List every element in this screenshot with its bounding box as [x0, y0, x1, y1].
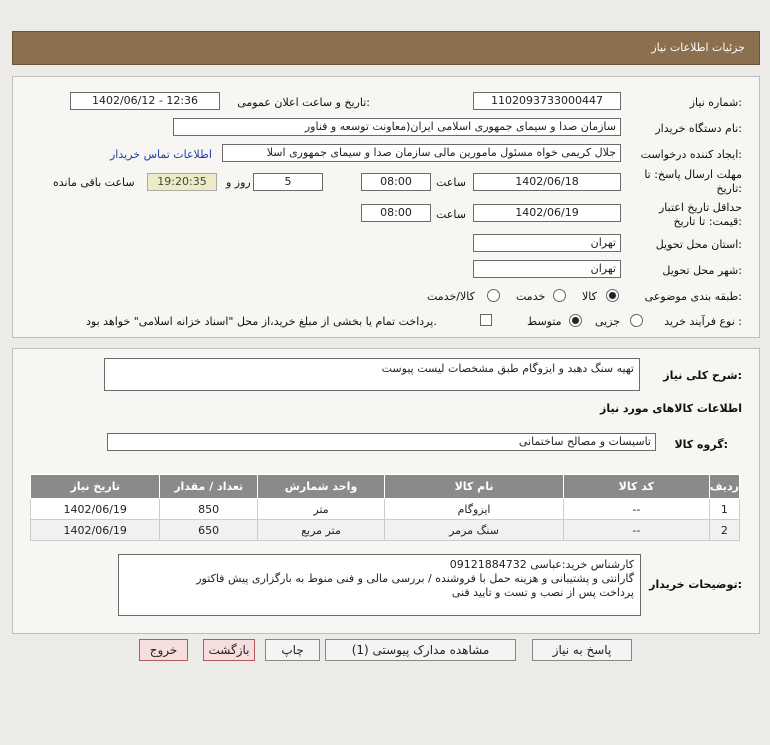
creator-field[interactable]: جلال کریمی خواه مسئول مامورین مالی سازمان صدا و سیمای جمهوری اسلا: [222, 144, 621, 162]
category-option-goods: کالا: [582, 290, 597, 303]
cell-row-number: 2: [709, 520, 739, 541]
need-number-field[interactable]: 1102093733000447: [473, 92, 621, 110]
process-radio-minor[interactable]: [630, 314, 643, 327]
goods-group-label: گروه کالا:: [674, 438, 728, 451]
province-field[interactable]: تهران: [473, 234, 621, 252]
validity-time-field[interactable]: 08:00: [361, 204, 431, 222]
process-option-minor: جزیی: [595, 315, 621, 328]
cell-quantity: 650: [160, 520, 257, 541]
validity-label-2: قیمت: تا تاریخ:: [673, 215, 742, 228]
description-field[interactable]: [104, 358, 640, 391]
buyer-notes-line-1: کارشناس خرید:عباسی 09121884732: [449, 558, 634, 571]
process-label: نوع فرآیند خرید :: [664, 315, 742, 328]
buyer-notes-line-2: گارانتی و پشتیبانی و هزینه حمل با فروشنده / بررسی مالی و فنی منوط به بارگزاری پیش فاکتور: [196, 572, 634, 585]
cell-need-date: 1402/06/19: [31, 499, 160, 520]
buyer-field[interactable]: سازمان صدا و سیمای جمهوری اسلامی ایران(معاونت توسعه و فناور: [173, 118, 621, 136]
exit-button[interactable]: خروج: [139, 639, 188, 661]
col-row-number: ردیف: [709, 475, 739, 499]
remaining-time-field: 19:20:35: [147, 173, 217, 191]
deadline-date-field[interactable]: 1402/06/18: [473, 173, 621, 191]
cell-quantity: 850: [160, 499, 257, 520]
page-header: [12, 31, 760, 65]
validity-label-1: حداقل تاریخ اعتبار: [658, 201, 742, 214]
cell-item-name: سنگ مرمر: [385, 520, 564, 541]
days-field[interactable]: 5: [253, 173, 323, 191]
validity-time-label: ساعت: [436, 208, 466, 221]
buyer-notes-line-3: پرداخت پس از نصب و تست و تایید فنی: [451, 586, 634, 599]
payment-checkbox[interactable]: [480, 314, 492, 326]
deadline-time-field[interactable]: 08:00: [361, 173, 431, 191]
deadline-label-1: مهلت ارسال پاسخ: تا: [644, 168, 742, 181]
city-label: شهر محل تحویل:: [662, 264, 742, 277]
col-unit: واحد شمارش: [257, 475, 384, 499]
category-label: طبقه بندی موضوعی:: [644, 290, 742, 303]
buyer-notes-label: توضیحات خریدار:: [649, 578, 742, 591]
process-option-medium: متوسط: [527, 315, 562, 328]
announce-label: تاریخ و ساعت اعلان عمومی:: [237, 96, 370, 109]
col-need-date: تاریخ نیاز: [31, 475, 160, 499]
back-button[interactable]: بازگشت: [203, 639, 255, 661]
page-title: جزئیات اطلاعات نیاز: [651, 41, 745, 54]
need-number-label: شماره نیاز:: [689, 96, 742, 109]
province-label: استان محل تحویل:: [655, 238, 742, 251]
category-radio-service[interactable]: [553, 289, 566, 302]
cell-unit: متر: [257, 499, 384, 520]
cell-need-date: 1402/06/19: [31, 520, 160, 541]
remaining-label: ساعت باقی مانده: [53, 176, 135, 189]
category-radio-goods[interactable]: [606, 289, 619, 302]
description-label: شرح کلی نیاز:: [663, 369, 742, 382]
col-quantity: تعداد / مقدار: [160, 475, 257, 499]
buyer-label: نام دستگاه خریدار:: [655, 122, 742, 135]
process-radio-medium[interactable]: [569, 314, 582, 327]
category-option-both: کالا/خدمت: [427, 290, 475, 303]
payment-note: پرداخت تمام یا بخشی از مبلغ خرید،از محل "اسناد خزانه اسلامی" خواهد بود.: [86, 315, 437, 328]
cell-row-number: 1: [709, 499, 739, 520]
table-header-row: [31, 475, 740, 499]
cell-item-code: --: [563, 499, 709, 520]
city-field[interactable]: تهران: [473, 260, 621, 278]
goods-table: [30, 474, 740, 541]
days-label: روز و: [226, 176, 251, 189]
description-text: تهیه سنگ دهبد و ایزوگام طبق مشخصات لیست پیوست: [381, 362, 634, 375]
announce-field[interactable]: 1402/06/12 - 12:36: [70, 92, 220, 110]
cell-unit: متر مربع: [257, 520, 384, 541]
deadline-label-2: تاریخ:: [716, 182, 742, 195]
table-row[interactable]: [31, 520, 740, 541]
category-option-service: خدمت: [516, 290, 546, 303]
cell-item-name: ایزوگام: [385, 499, 564, 520]
goods-info-title: اطلاعات کالاهای مورد نیاز: [600, 402, 742, 415]
goods-group-field[interactable]: تاسیسات و مصالح ساختمانی: [107, 433, 656, 451]
print-button[interactable]: چاپ: [265, 639, 320, 661]
table-row[interactable]: [31, 499, 740, 520]
reply-button[interactable]: پاسخ به نیاز: [532, 639, 632, 661]
buyer-contact-link[interactable]: اطلاعات تماس خریدار: [110, 148, 212, 161]
validity-date-field[interactable]: 1402/06/19: [473, 204, 621, 222]
attachments-button[interactable]: مشاهده مدارک پیوستی (1): [325, 639, 516, 661]
cell-item-code: --: [563, 520, 709, 541]
creator-label: ایجاد کننده درخواست:: [640, 148, 742, 161]
category-radio-both[interactable]: [487, 289, 500, 302]
buyer-notes-box[interactable]: [118, 554, 641, 616]
col-item-code: کد کالا: [563, 475, 709, 499]
col-item-name: نام کالا: [385, 475, 564, 499]
deadline-time-label: ساعت: [436, 176, 466, 189]
